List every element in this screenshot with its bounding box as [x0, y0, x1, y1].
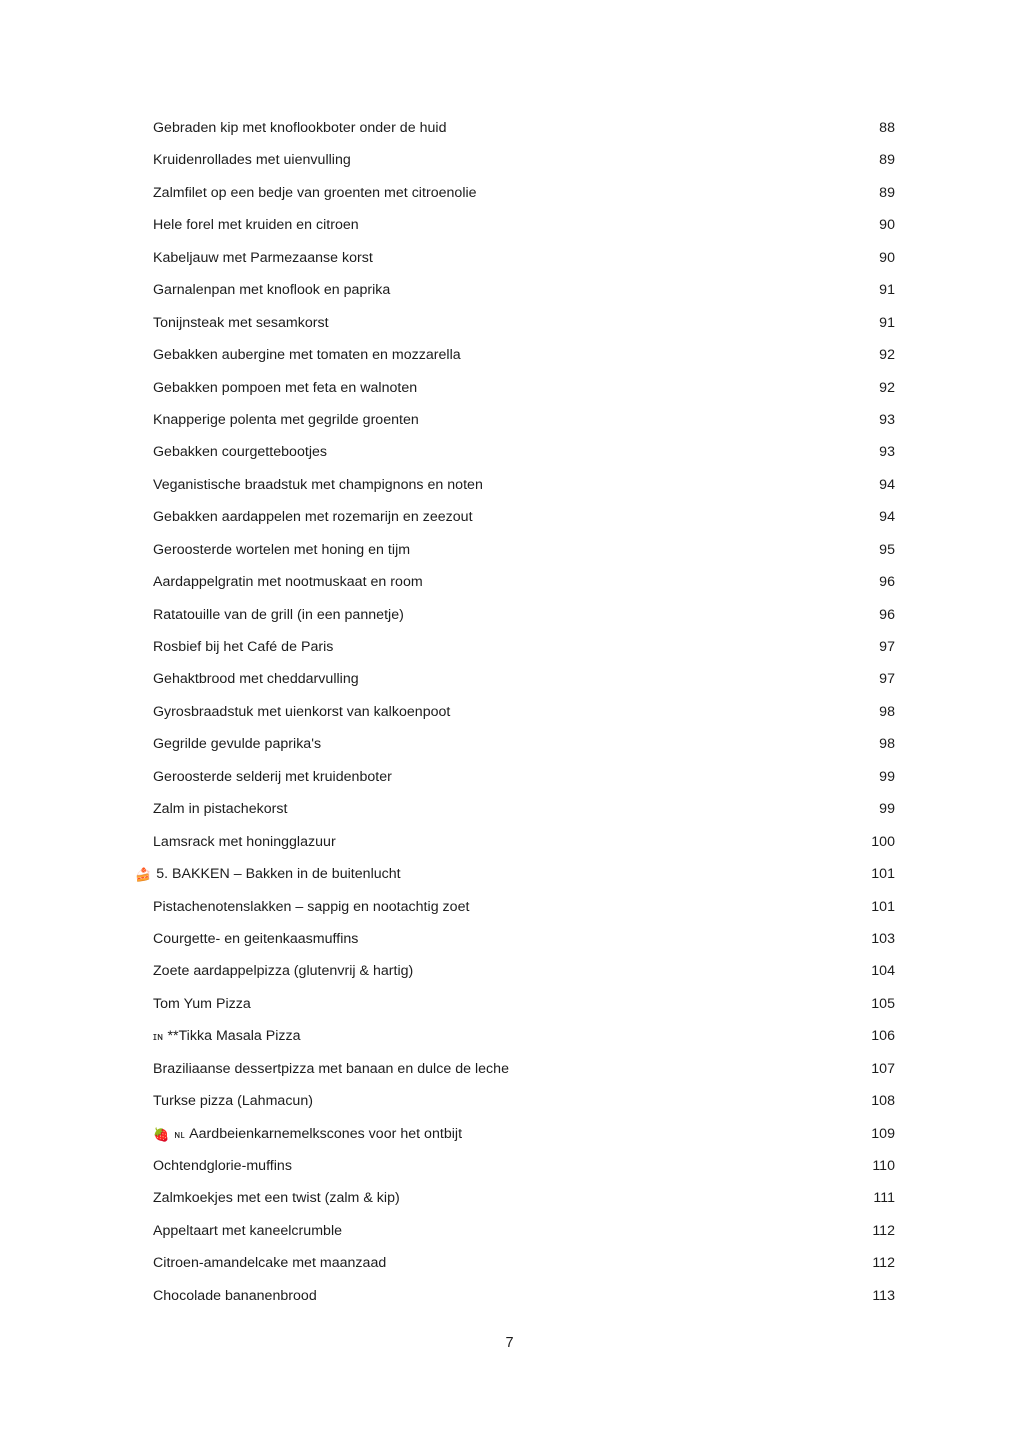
- toc-dot-leader: [336, 831, 872, 845]
- toc-entry-page-number[interactable]: 101: [871, 866, 895, 883]
- toc-entry-page-number[interactable]: 108: [871, 1093, 895, 1110]
- toc-entry[interactable]: [153, 663, 895, 695]
- toc-entry-title[interactable]: Gegrilde gevulde paprika's: [153, 736, 322, 753]
- toc-entry[interactable]: [153, 1020, 895, 1052]
- toc-entry[interactable]: [153, 209, 895, 241]
- toc-dot-leader: [347, 1221, 872, 1235]
- strawberry-emoji: 🍓: [153, 1126, 170, 1142]
- toc-entry-page-number[interactable]: 92: [879, 379, 895, 396]
- toc-entry[interactable]: [153, 1215, 895, 1247]
- toc-entry[interactable]: [153, 144, 895, 176]
- toc-entry-page-number[interactable]: 104: [871, 963, 895, 980]
- toc-entry-page-number[interactable]: 99: [879, 801, 895, 818]
- toc-entry[interactable]: [153, 728, 895, 760]
- toc-entry[interactable]: [153, 1118, 895, 1150]
- toc-entry-title[interactable]: Gebraden kip met knoflookboter onder de huid: [153, 120, 447, 136]
- toc-dot-leader: [422, 377, 879, 391]
- toc-entry-page-number[interactable]: 97: [879, 639, 895, 655]
- toc-entry-page-number[interactable]: 93: [879, 411, 895, 428]
- toc-dot-leader: [466, 345, 880, 359]
- toc-entry-page-number[interactable]: 96: [879, 606, 895, 623]
- toc-dot-leader: [488, 475, 879, 489]
- toc-entry-title[interactable]: 5. BAKKEN – Bakken in de buitenlucht: [156, 866, 401, 883]
- toc-entry-page-number[interactable]: 98: [879, 736, 895, 753]
- toc-entry-title[interactable]: Hele forel met kruiden en citroen: [153, 217, 359, 234]
- toc-entry-title[interactable]: Kabeljauw met Parmezaanse korst: [153, 249, 373, 266]
- toc-entry-title[interactable]: Gebakken pompoen met feta en walnoten: [153, 379, 418, 396]
- toc-entry-title[interactable]: Gehaktbrood met cheddarvulling: [153, 671, 359, 688]
- toc-entry-title[interactable]: Kruidenrollades met uienvulling: [153, 152, 351, 169]
- toc-dot-leader: [363, 929, 871, 943]
- toc-entry-title[interactable]: Tonijnsteak met sesamkorst: [153, 314, 329, 331]
- toc-entry-page-number[interactable]: 101: [871, 898, 895, 915]
- toc-dot-leader: [359, 669, 880, 683]
- toc-entry[interactable]: [153, 1150, 895, 1182]
- toc-entry-page-number[interactable]: 111: [873, 1190, 895, 1207]
- toc-entry-title[interactable]: **Tikka Masala Pizza: [167, 1028, 301, 1045]
- page-number-footer: 7: [505, 1335, 514, 1351]
- toc-dot-leader: [410, 540, 879, 554]
- toc-entry-page-number[interactable]: 95: [879, 541, 895, 558]
- toc-entry-page-number[interactable]: 88: [879, 120, 895, 136]
- toc-dot-leader: [251, 994, 871, 1008]
- toc-entry-title[interactable]: Ratatouille van de grill (in een pannetje): [153, 606, 404, 623]
- toc-entry-page-number[interactable]: 94: [879, 476, 895, 493]
- toc-entry-title[interactable]: Geroosterde selderij met kruidenboter: [153, 768, 392, 785]
- toc-entry-page-number[interactable]: 90: [879, 217, 895, 234]
- toc-dot-leader: [287, 799, 879, 813]
- toc-dot-leader: [390, 280, 879, 294]
- toc-dot-leader: [321, 734, 879, 748]
- toc-entry-page-number[interactable]: 89: [879, 152, 895, 169]
- toc-entry[interactable]: [153, 1053, 895, 1085]
- toc-entry[interactable]: [153, 242, 895, 274]
- toc-entry[interactable]: [153, 988, 895, 1020]
- toc-entry[interactable]: [153, 566, 895, 598]
- toc-dot-leader: [423, 572, 879, 586]
- toc-entry-page-number[interactable]: 107: [871, 1060, 895, 1077]
- toc-entry-title[interactable]: Zoete aardappelpizza (glutenvrij & hartig): [153, 963, 414, 980]
- cake-slice-emoji: 🍰: [135, 867, 152, 883]
- toc-dot-leader: [406, 864, 872, 878]
- toc-entry[interactable]: [153, 696, 895, 728]
- toc-entry-title[interactable]: Tom Yum Pizza: [153, 995, 251, 1012]
- toc-dot-leader: [351, 150, 879, 164]
- toc-entry-title[interactable]: Pistachenotenslakken – sappig en nootachtig zoet: [153, 898, 470, 915]
- toc-dot-leader: [332, 442, 879, 456]
- toc-entry-title[interactable]: Aardbeienkarnemelkscones voor het ontbijt: [189, 1125, 463, 1142]
- toc-entry[interactable]: [153, 436, 895, 468]
- toc-entry-title[interactable]: Turkse pizza (Lahmacun): [153, 1093, 313, 1110]
- toc-entry-title[interactable]: Ochtendglorie-muffins: [153, 1158, 292, 1174]
- toc-dot-leader: [405, 1188, 874, 1202]
- toc-entry-page-number[interactable]: 97: [879, 671, 895, 688]
- toc-entry[interactable]: [153, 891, 895, 923]
- table-of-contents: [135, 112, 895, 1312]
- toc-entry-page-number[interactable]: 105: [871, 995, 895, 1012]
- toc-entry-page-number[interactable]: 89: [879, 184, 895, 201]
- toc-entry[interactable]: [153, 339, 895, 371]
- toc-entry-title[interactable]: Gebakken aubergine met tomaten en mozzarella: [153, 347, 461, 364]
- toc-entry[interactable]: [153, 274, 895, 306]
- toc-entry-page-number[interactable]: 113: [872, 1287, 895, 1304]
- toc-dot-leader: [318, 1091, 871, 1105]
- toc-dot-leader: [397, 767, 879, 781]
- toc-entry-title[interactable]: Rosbief bij het Café de Paris: [153, 639, 334, 655]
- toc-entry-title[interactable]: Braziliaanse dessertpizza met banaan en dulce de leche: [153, 1060, 509, 1077]
- toc-entry-page-number[interactable]: 91: [879, 282, 895, 299]
- toc-entry-page-number[interactable]: 112: [872, 1255, 895, 1272]
- toc-dot-leader: [378, 248, 879, 262]
- toc-entry-page-number[interactable]: 109: [871, 1125, 895, 1142]
- toc-entry[interactable]: [153, 631, 895, 663]
- toc-dot-leader: [455, 702, 879, 716]
- toc-dot-leader: [329, 312, 880, 326]
- toc-dot-leader: [474, 896, 871, 910]
- toc-entry-title[interactable]: Chocolade bananenbrood: [153, 1287, 317, 1304]
- toc-entry[interactable]: [153, 501, 895, 533]
- toc-entry[interactable]: [153, 1280, 895, 1312]
- toc-entry-language-tag: ɴʟ: [174, 1128, 186, 1141]
- toc-entry[interactable]: [153, 923, 895, 955]
- toc-entry[interactable]: [135, 858, 895, 890]
- toc-entry-page-number[interactable]: 92: [879, 347, 895, 364]
- toc-entry[interactable]: [153, 112, 895, 144]
- toc-entry-page-number[interactable]: 93: [879, 444, 895, 461]
- toc-entry-title[interactable]: Gyrosbraadstuk met uienkorst van kalkoenpoot: [153, 703, 451, 720]
- toc-entry-title[interactable]: Zalmfilet op een bedje van groenten met citroenolie: [153, 184, 477, 201]
- toc-entry-page-number[interactable]: 110: [872, 1158, 895, 1174]
- toc-dot-leader: [452, 118, 880, 132]
- toc-entry-page-number[interactable]: 106: [871, 1028, 895, 1045]
- toc-entry[interactable]: [153, 307, 895, 339]
- toc-dot-leader: [514, 1059, 871, 1073]
- toc-entry[interactable]: [153, 534, 895, 566]
- toc-entry-page-number[interactable]: 112: [872, 1222, 895, 1239]
- toc-entry-page-number[interactable]: 103: [871, 930, 895, 947]
- toc-dot-leader: [391, 1253, 872, 1267]
- toc-entry[interactable]: [153, 955, 895, 987]
- toc-dot-leader: [338, 637, 879, 651]
- toc-entry-title[interactable]: Gebakken courgettebootjes: [153, 444, 328, 461]
- toc-entry-title[interactable]: Geroosterde wortelen met honing en tijm: [153, 541, 411, 558]
- toc-entry-title[interactable]: Citroen-amandelcake met maanzaad: [153, 1255, 387, 1272]
- toc-entry[interactable]: [153, 599, 895, 631]
- toc-entry-page-number[interactable]: 100: [871, 833, 895, 850]
- toc-entry[interactable]: [153, 1247, 895, 1279]
- toc-entry-title[interactable]: Veganistische braadstuk met champignons en noten: [153, 476, 483, 493]
- toc-entry[interactable]: [153, 177, 895, 209]
- toc-dot-leader: [306, 1026, 872, 1040]
- toc-entry[interactable]: [153, 1182, 895, 1214]
- toc-entry-title[interactable]: Zalmkoekjes met een twist (zalm & kip): [153, 1190, 400, 1207]
- toc-entry-page-number[interactable]: 91: [879, 314, 895, 331]
- toc-entry-title[interactable]: Zalm in pistachekorst: [153, 801, 288, 818]
- toc-entry-title[interactable]: Gebakken aardappelen met rozemarijn en zeezout: [153, 509, 473, 526]
- toc-entry-page-number[interactable]: 94: [879, 509, 895, 526]
- toc-dot-leader: [297, 1156, 872, 1170]
- toc-entry-page-number[interactable]: 99: [879, 768, 895, 785]
- toc-entry-title[interactable]: Aardappelgratin met nootmuskaat en room: [153, 574, 423, 591]
- toc-entry[interactable]: [153, 1085, 895, 1117]
- toc-entry-title[interactable]: Courgette- en geitenkaasmuffins: [153, 930, 359, 947]
- toc-entry-title[interactable]: Appeltaart met kaneelcrumble: [153, 1222, 343, 1239]
- toc-entry-language-tag: ɪɴ: [153, 1031, 164, 1044]
- toc-dot-leader: [317, 1286, 873, 1300]
- toc-entry[interactable]: [153, 761, 895, 793]
- toc-dot-leader: [419, 410, 879, 424]
- toc-entry-page-number[interactable]: 90: [879, 249, 895, 266]
- toc-dot-leader: [364, 215, 879, 229]
- toc-dot-leader: [409, 604, 879, 618]
- toc-entry[interactable]: [153, 404, 895, 436]
- toc-entry-page-number[interactable]: 98: [879, 703, 895, 720]
- toc-entry[interactable]: [153, 793, 895, 825]
- toc-entry[interactable]: [153, 372, 895, 404]
- toc-entry-title[interactable]: Lamsrack met honingglazuur: [153, 833, 336, 850]
- toc-entry-page-number[interactable]: 96: [879, 574, 895, 591]
- toc-dot-leader: [462, 1123, 871, 1137]
- toc-entry-title[interactable]: Knapperige polenta met gegrilde groenten: [153, 411, 419, 428]
- toc-entry[interactable]: [153, 469, 895, 501]
- toc-entry[interactable]: [153, 826, 895, 858]
- toc-dot-leader: [418, 961, 871, 975]
- toc-entry-title[interactable]: Garnalenpan met knoflook en paprika: [153, 282, 391, 299]
- toc-dot-leader: [482, 183, 880, 197]
- toc-dot-leader: [478, 507, 880, 521]
